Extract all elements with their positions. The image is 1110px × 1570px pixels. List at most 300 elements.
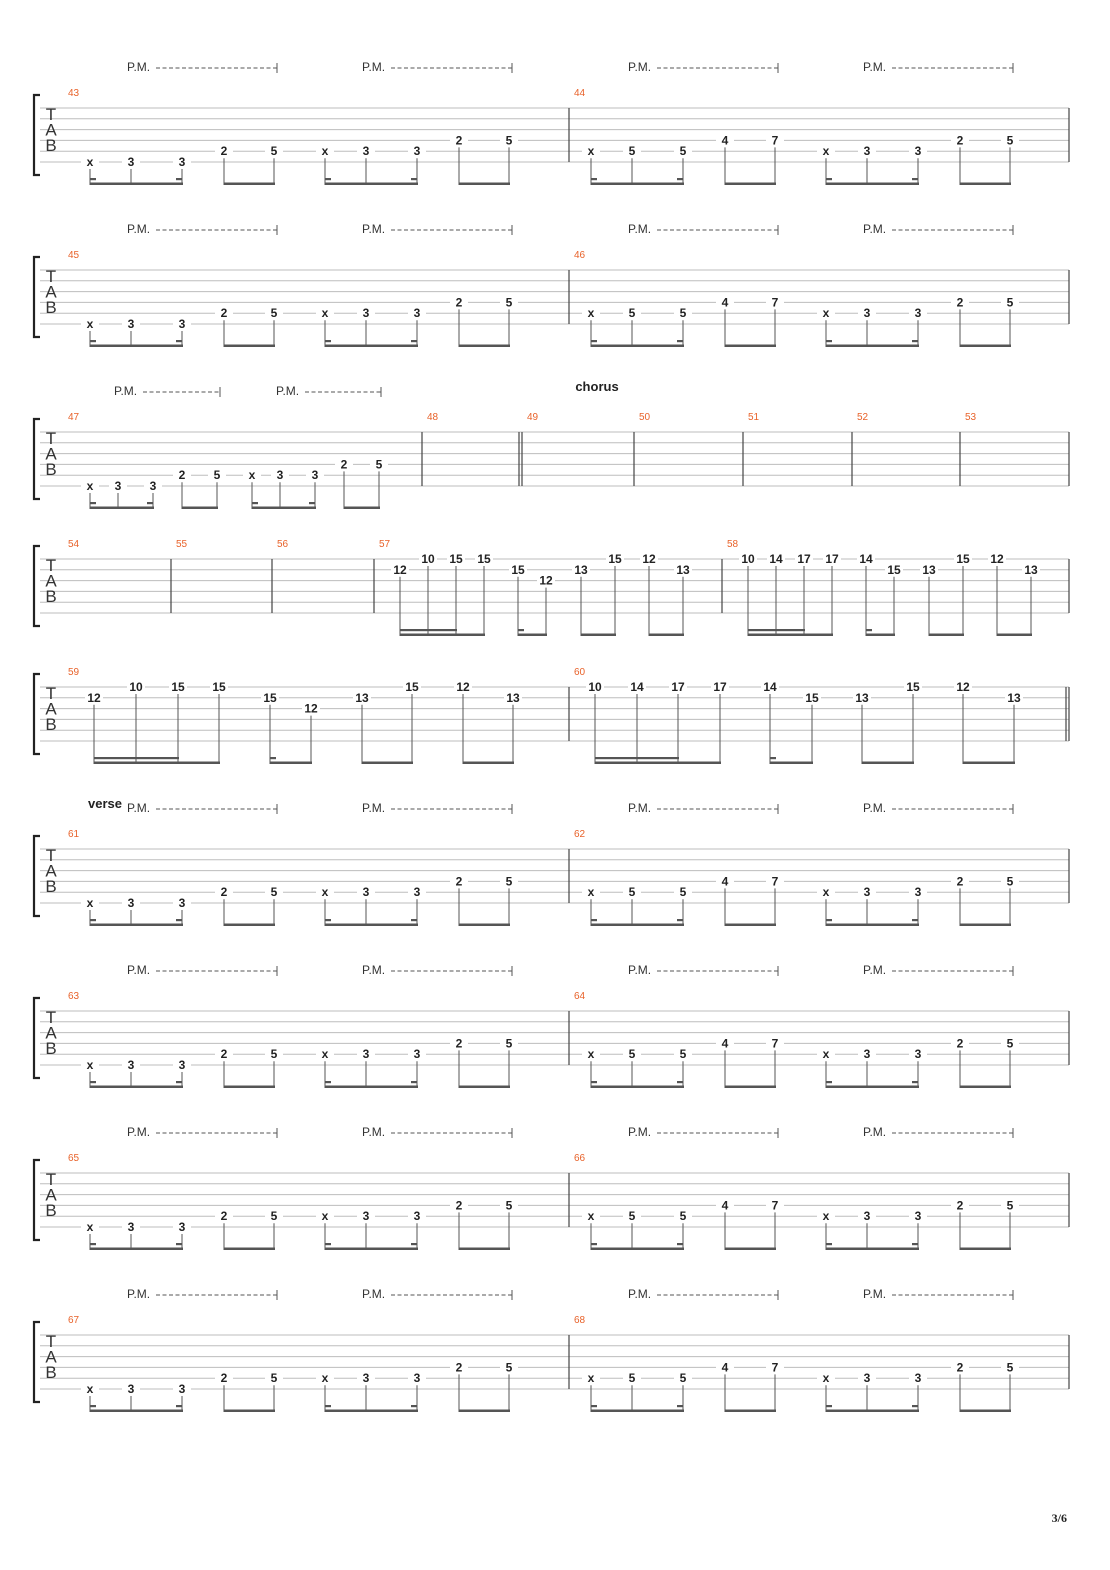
fret-number: 3 (914, 144, 922, 159)
tab-clef-letter: B (45, 460, 57, 479)
fret-number: 15 (212, 680, 226, 694)
beam (325, 924, 418, 927)
beam (591, 1086, 684, 1089)
fret-number: 3 (914, 1047, 922, 1062)
fret-number: 17 (825, 552, 839, 566)
fret-number: 4 (721, 1036, 729, 1051)
secondary-beam (912, 1405, 918, 1407)
secondary-beam (325, 919, 331, 921)
fret-number: 5 (1006, 874, 1014, 889)
fret-number: 3 (178, 896, 186, 910)
palm-mute-label: P.M. (362, 1287, 386, 1301)
palm-mute-label: P.M. (628, 963, 652, 977)
tab-clef-letter: B (45, 587, 57, 606)
fret-number: 15 (171, 680, 185, 694)
fret-number: 3 (863, 1209, 871, 1224)
palm-mute-label: P.M. (276, 384, 300, 398)
beam (90, 507, 154, 510)
secondary-beam (518, 629, 524, 631)
measure-number: 65 (68, 1153, 80, 1164)
fret-number: 5 (270, 1209, 278, 1224)
fret-number: 3 (276, 468, 284, 483)
tab-clef-letter: T (45, 1332, 57, 1351)
tab-clef-letter: B (45, 1201, 57, 1220)
palm-mute-label: P.M. (362, 222, 386, 236)
dead-note: x (587, 1209, 595, 1224)
dead-note: x (86, 317, 94, 331)
fret-number: 5 (679, 1209, 687, 1224)
dead-note: x (822, 1209, 830, 1224)
beam (725, 183, 776, 186)
fret-number: 3 (914, 306, 922, 321)
fret-number: 3 (127, 896, 135, 910)
secondary-beam (826, 1405, 832, 1407)
palm-mute-label: P.M. (863, 1125, 887, 1139)
beam (344, 507, 380, 510)
secondary-beam (595, 757, 679, 759)
dead-note: x (86, 155, 94, 169)
palm-mute-label: P.M. (362, 1125, 386, 1139)
tab-clef-letter: A (45, 1023, 57, 1043)
section-marker: verse (88, 796, 122, 811)
beam (459, 1086, 510, 1089)
system-bracket (34, 1322, 40, 1402)
beam (459, 345, 510, 348)
fret-number: 3 (127, 155, 135, 169)
fret-number: 3 (413, 1371, 421, 1386)
secondary-beam (677, 919, 683, 921)
fret-number: 3 (863, 885, 871, 900)
secondary-beam (325, 178, 331, 180)
fret-number: 3 (362, 1047, 370, 1062)
secondary-beam (90, 1243, 96, 1245)
fret-number: 2 (956, 1036, 964, 1051)
beam (591, 1248, 684, 1251)
system-bracket (34, 998, 40, 1078)
fret-number: 7 (771, 1198, 779, 1213)
measure-number: 67 (68, 1315, 80, 1326)
secondary-beam (677, 1081, 683, 1083)
fret-number: 5 (1006, 295, 1014, 310)
beam (649, 634, 684, 637)
secondary-beam (866, 629, 872, 631)
fret-number: 2 (455, 1198, 463, 1213)
beam (591, 1410, 684, 1413)
fret-number: 4 (721, 295, 729, 310)
fret-number: 7 (771, 295, 779, 310)
dead-note: x (86, 896, 94, 910)
tab-system (34, 667, 1069, 764)
beam (725, 924, 776, 927)
secondary-beam (912, 1243, 918, 1245)
tab-clef-letter: A (45, 282, 57, 302)
palm-mute-label: P.M. (362, 963, 386, 977)
fret-number: 3 (914, 1371, 922, 1386)
fret-number: 14 (763, 680, 777, 694)
beam (325, 1086, 418, 1089)
beam (963, 762, 1015, 765)
fret-number: 3 (178, 1382, 186, 1396)
measure-number: 47 (68, 412, 80, 423)
fret-number: 3 (413, 306, 421, 321)
system-bracket (34, 546, 40, 626)
fret-number: 3 (178, 155, 186, 169)
fret-number: 10 (741, 552, 755, 566)
fret-number: 3 (178, 1058, 186, 1072)
fret-number: 15 (511, 562, 525, 577)
secondary-beam (770, 757, 776, 759)
palm-mute-label: P.M. (863, 1287, 887, 1301)
beam (90, 1248, 183, 1251)
fret-number: 12 (539, 573, 553, 588)
system-bracket (34, 419, 40, 499)
beam (826, 1248, 919, 1251)
tab-clef-letter: A (45, 571, 57, 591)
secondary-beam (748, 629, 805, 631)
fret-number: 5 (1006, 1360, 1014, 1375)
secondary-beam (677, 340, 683, 342)
secondary-beam (325, 1405, 331, 1407)
dead-note: x (822, 885, 830, 900)
fret-number: 5 (270, 1371, 278, 1386)
palm-mute-label: P.M. (127, 1287, 151, 1301)
fret-number: 3 (413, 885, 421, 900)
secondary-beam (591, 340, 597, 342)
fret-number: 3 (178, 317, 186, 331)
secondary-beam (90, 1081, 96, 1083)
dead-note: x (86, 479, 94, 493)
fret-number: 4 (721, 133, 729, 148)
fret-number: 5 (679, 885, 687, 900)
system-bracket (34, 95, 40, 175)
beam (960, 1086, 1011, 1089)
fret-number: 15 (608, 552, 622, 566)
fret-number: 15 (477, 552, 491, 566)
secondary-beam (677, 178, 683, 180)
fret-number: 2 (455, 1360, 463, 1375)
fret-number: 2 (220, 885, 228, 900)
fret-number: 12 (956, 680, 970, 694)
fret-number: 12 (990, 552, 1004, 566)
secondary-beam (252, 502, 258, 504)
fret-number: 12 (87, 690, 101, 705)
beam (826, 1410, 919, 1413)
beam (182, 507, 218, 510)
secondary-beam (591, 1243, 597, 1245)
fret-number: 13 (676, 562, 690, 577)
fret-number: 3 (362, 885, 370, 900)
fret-number: 13 (1007, 690, 1021, 705)
beam (252, 507, 316, 510)
tab-clef-letter: T (45, 684, 57, 703)
palm-mute-label: P.M. (362, 801, 386, 815)
measure-number: 66 (574, 1153, 586, 1164)
measure-number: 49 (527, 412, 539, 423)
secondary-beam (591, 178, 597, 180)
page-number: 3/6 (1051, 1511, 1067, 1525)
palm-mute-label: P.M. (628, 60, 652, 74)
beam (325, 183, 418, 186)
beam (224, 924, 275, 927)
fret-number: 5 (1006, 1036, 1014, 1051)
beam (591, 183, 684, 186)
fret-number: 2 (178, 468, 186, 483)
tab-clef-letter: A (45, 861, 57, 881)
palm-mute-label: P.M. (127, 963, 151, 977)
beam (826, 183, 919, 186)
beam (929, 634, 964, 637)
fret-number: 2 (455, 874, 463, 889)
palm-mute-label: P.M. (127, 801, 151, 815)
dead-note: x (321, 144, 329, 159)
measure-number: 43 (68, 88, 80, 99)
palm-mute-label: P.M. (628, 1125, 652, 1139)
tab-clef-letter: B (45, 1363, 57, 1382)
fret-number: 13 (574, 562, 588, 577)
secondary-beam (411, 178, 417, 180)
secondary-beam (677, 1405, 683, 1407)
fret-number: 4 (721, 1360, 729, 1375)
measure-number: 56 (277, 539, 289, 550)
fret-number: 3 (178, 1220, 186, 1234)
fret-number: 2 (956, 1198, 964, 1213)
fret-number: 5 (679, 1047, 687, 1062)
dead-note: x (86, 1220, 94, 1234)
fret-number: 5 (628, 144, 636, 159)
fret-number: 14 (769, 552, 783, 566)
palm-mute-label: P.M. (127, 60, 151, 74)
measure-number: 51 (748, 412, 760, 423)
beam (224, 1248, 275, 1251)
beam (960, 1248, 1011, 1251)
beam (862, 762, 914, 765)
secondary-beam (176, 1243, 182, 1245)
fret-number: 2 (956, 133, 964, 148)
dead-note: x (587, 1047, 595, 1062)
fret-number: 15 (956, 552, 970, 566)
secondary-beam (912, 178, 918, 180)
fret-number: 12 (456, 680, 470, 694)
tab-system (34, 963, 1069, 1088)
fret-number: 14 (859, 552, 873, 566)
beam (591, 924, 684, 927)
beam (595, 762, 721, 765)
secondary-beam (90, 340, 96, 342)
fret-number: 5 (505, 874, 513, 889)
beam (518, 634, 547, 637)
fret-number: 2 (455, 133, 463, 148)
fret-number: 5 (628, 1209, 636, 1224)
measure-number: 53 (965, 412, 977, 423)
secondary-beam (176, 178, 182, 180)
fret-number: 5 (270, 885, 278, 900)
palm-mute-label: P.M. (362, 60, 386, 74)
beam (90, 1086, 183, 1089)
beam (581, 634, 616, 637)
secondary-beam (176, 919, 182, 921)
secondary-beam (826, 178, 832, 180)
fret-number: 14 (630, 680, 644, 694)
measure-number: 59 (68, 667, 80, 678)
fret-number: 3 (362, 1371, 370, 1386)
secondary-beam (147, 502, 153, 504)
fret-number: 10 (421, 552, 435, 566)
measure-number: 57 (379, 539, 391, 550)
beam (463, 762, 514, 765)
fret-number: 3 (127, 1220, 135, 1234)
tab-clef-letter: A (45, 120, 57, 140)
system-bracket (34, 836, 40, 916)
tab-system (34, 1287, 1069, 1412)
tab-clef-letter: B (45, 136, 57, 155)
fret-number: 3 (149, 479, 157, 493)
fret-number: 15 (906, 680, 920, 694)
fret-number: 2 (220, 1209, 228, 1224)
fret-number: 12 (642, 552, 656, 566)
measure-number: 46 (574, 250, 586, 261)
fret-number: 13 (922, 562, 936, 577)
beam (770, 762, 813, 765)
tab-clef-letter: B (45, 715, 57, 734)
secondary-beam (400, 629, 457, 631)
secondary-beam (309, 502, 315, 504)
secondary-beam (411, 919, 417, 921)
fret-number: 2 (220, 1371, 228, 1386)
fret-number: 5 (213, 468, 221, 483)
fret-number: 5 (505, 1360, 513, 1375)
fret-number: 2 (956, 1360, 964, 1375)
secondary-beam (591, 1081, 597, 1083)
dead-note: x (587, 144, 595, 159)
fret-number: 5 (1006, 133, 1014, 148)
measure-number: 60 (574, 667, 586, 678)
beam (400, 634, 485, 637)
fret-number: 15 (449, 552, 463, 566)
tab-clef-letter: T (45, 1008, 57, 1027)
fret-number: 5 (375, 457, 383, 472)
beam (960, 345, 1011, 348)
dead-note: x (587, 1371, 595, 1386)
fret-number: 7 (771, 874, 779, 889)
fret-number: 5 (628, 306, 636, 321)
fret-number: 17 (797, 552, 811, 566)
fret-number: 3 (362, 306, 370, 321)
beam (224, 1410, 275, 1413)
tab-clef-letter: A (45, 1185, 57, 1205)
tab-clef-letter: T (45, 105, 57, 124)
beam (725, 1410, 776, 1413)
dead-note: x (86, 1058, 94, 1072)
beam (826, 924, 919, 927)
tab-clef-letter: B (45, 298, 57, 317)
beam (826, 1086, 919, 1089)
secondary-beam (411, 1243, 417, 1245)
tab-system (34, 222, 1069, 347)
beam (90, 1410, 183, 1413)
tab-clef-letter: B (45, 877, 57, 896)
measure-number: 62 (574, 829, 586, 840)
fret-number: 13 (355, 690, 369, 705)
measure-number: 58 (727, 539, 739, 550)
beam (90, 924, 183, 927)
dead-note: x (321, 306, 329, 321)
beam (826, 345, 919, 348)
secondary-beam (176, 340, 182, 342)
secondary-beam (270, 757, 276, 759)
dead-note: x (321, 1371, 329, 1386)
dead-note: x (822, 1047, 830, 1062)
palm-mute-label: P.M. (114, 384, 138, 398)
beam (725, 1248, 776, 1251)
palm-mute-label: P.M. (628, 222, 652, 236)
measure-number: 55 (176, 539, 188, 550)
palm-mute-label: P.M. (863, 60, 887, 74)
fret-number: 2 (956, 295, 964, 310)
fret-number: 12 (393, 562, 407, 577)
fret-number: 3 (127, 1058, 135, 1072)
dead-note: x (321, 1209, 329, 1224)
secondary-beam (411, 1081, 417, 1083)
palm-mute-label: P.M. (127, 1125, 151, 1139)
beam (960, 924, 1011, 927)
beam (325, 1410, 418, 1413)
fret-number: 13 (855, 690, 869, 705)
dead-note: x (321, 1047, 329, 1062)
tab-clef-letter: T (45, 429, 57, 448)
beam (94, 762, 220, 765)
fret-number: 5 (679, 144, 687, 159)
dead-note: x (587, 885, 595, 900)
section-marker: chorus (575, 379, 619, 394)
beam (325, 1248, 418, 1251)
secondary-beam (325, 1081, 331, 1083)
measure-number: 54 (68, 539, 80, 550)
palm-mute-label: P.M. (863, 801, 887, 815)
dead-note: x (587, 306, 595, 321)
secondary-beam (411, 1405, 417, 1407)
beam (459, 1410, 510, 1413)
dead-note: x (248, 468, 256, 483)
fret-number: 7 (771, 133, 779, 148)
beam (325, 345, 418, 348)
fret-number: 3 (127, 317, 135, 331)
fret-number: 3 (914, 1209, 922, 1224)
fret-number: 5 (270, 144, 278, 159)
tab-clef-letter: T (45, 846, 57, 865)
beam (224, 183, 275, 186)
measure-number: 63 (68, 991, 80, 1002)
fret-number: 2 (956, 874, 964, 889)
fret-number: 5 (1006, 1198, 1014, 1213)
beam (459, 924, 510, 927)
secondary-beam (826, 340, 832, 342)
measure-number: 68 (574, 1315, 586, 1326)
secondary-beam (90, 1405, 96, 1407)
fret-number: 3 (413, 1047, 421, 1062)
fret-number: 15 (887, 562, 901, 577)
measure-number: 52 (857, 412, 869, 423)
beam (459, 183, 510, 186)
beam (591, 345, 684, 348)
tab-system (34, 539, 1069, 636)
secondary-beam (912, 919, 918, 921)
secondary-beam (325, 1243, 331, 1245)
fret-number: 7 (771, 1360, 779, 1375)
system-bracket (34, 257, 40, 337)
tab-clef-letter: T (45, 267, 57, 286)
fret-number: 5 (505, 1036, 513, 1051)
secondary-beam (176, 1405, 182, 1407)
